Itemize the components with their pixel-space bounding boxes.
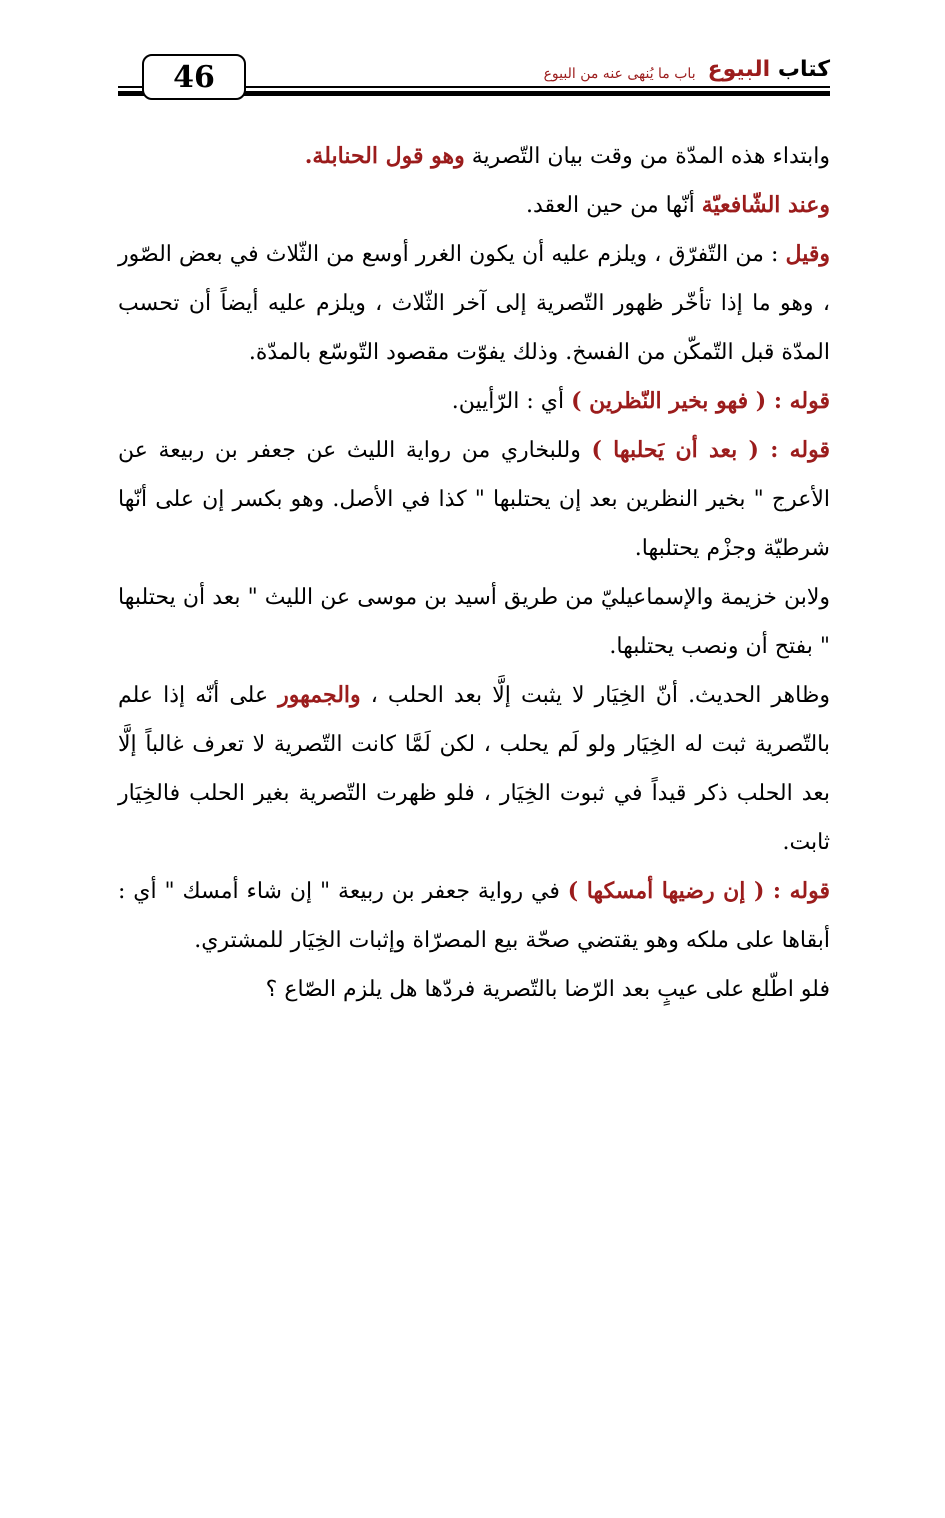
paragraph xyxy=(118,965,830,1014)
paragraph xyxy=(118,181,830,230)
body-text: وابتداء هذه المدّة من وقت بيان التّصرية xyxy=(464,144,830,169)
body-text: على أنّه إذا علم بالتّصرية ثبت له الخِيَار ولو لَم يحلب ، لكن لَمَّا كانت التّصرية لا تعرف غالباً إلَّا بعد الحلب ذكر قيداً في ثبوت الخِيَار ، فلو ظهرت التّصرية بغير الحلب فالخِيَار ثابت. xyxy=(118,683,830,855)
book-title-highlight: البيوع xyxy=(707,57,771,82)
page-body xyxy=(118,132,830,1014)
highlighted-text: والجمهور xyxy=(278,682,361,708)
page-number-box xyxy=(142,54,246,100)
body-text: وظاهر الحديث. أنّ الخِيَار لا يثبت إلَّا بعد الحلب ، xyxy=(360,683,830,708)
paragraph xyxy=(118,426,830,573)
page-header xyxy=(118,50,830,110)
body-text: فلو اطّلع على عيبٍ بعد الرّضا بالتّصرية فردّها هل يلزم الصّاع ؟ xyxy=(265,977,830,1002)
running-head xyxy=(534,50,830,86)
highlighted-text: قوله : ( فهو بخير النّظرين ) xyxy=(571,388,830,414)
highlighted-text: وعند الشّافعيّة xyxy=(701,192,830,218)
book-title-word: كتاب xyxy=(770,57,830,82)
body-text: : من التّفرّق ، ويلزم عليه أن يكون الغرر أوسع من الثّلاث في بعض الصّور ، وهو ما إذا تأخّر ظهور التّصرية إلى آخر الثّلاث ، ويلزم عليه أيضاً أن تحسب المدّة قبل التّمكّن من الفسخ. وذلك يفوّت مقصود التّوسّع بالمدّة. xyxy=(118,242,830,365)
paragraph xyxy=(118,230,830,377)
body-text: في رواية جعفر بن ربيعة " إن شاء أمسك " أي : أبقاها على ملكه وهو يقتضي صحّة بيع المصرّاة وإثبات الخِيَار للمشتري. xyxy=(118,879,830,953)
body-text: أي : الرّأيين. xyxy=(451,389,572,414)
paragraph xyxy=(118,132,830,181)
page-number: 46 xyxy=(173,59,215,95)
body-text: وللبخاري من رواية الليث عن جعفر بن ربيعة عن الأعرج " بخير النظرين بعد إن يحتلبها " كذا في الأصل. وهو بكسر إن على أنّها شرطيّة وجزْم يحتلبها. xyxy=(118,438,830,561)
body-text: ولابن خزيمة والإسماعيليّ من طريق أسيد بن موسى عن الليث " بعد أن يحتلبها " بفتح أن ونصب يحتلبها. xyxy=(118,585,830,659)
highlighted-text: قوله : ( إن رضيها أمسكها ) xyxy=(567,878,830,904)
paragraph xyxy=(118,377,830,426)
highlighted-text: قوله : ( بعد أن يَحلبها ) xyxy=(591,437,830,463)
book-title xyxy=(708,57,830,82)
paragraph xyxy=(118,573,830,671)
body-text: أنّها من حين العقد. xyxy=(526,193,702,218)
chapter-title: باب ما يُنهى عنه من البيوع xyxy=(543,66,696,82)
paragraph xyxy=(118,671,830,867)
highlighted-text: وهو قول الحنابلة. xyxy=(304,143,465,169)
paragraph xyxy=(118,867,830,965)
highlighted-text: وقيل xyxy=(785,241,830,267)
